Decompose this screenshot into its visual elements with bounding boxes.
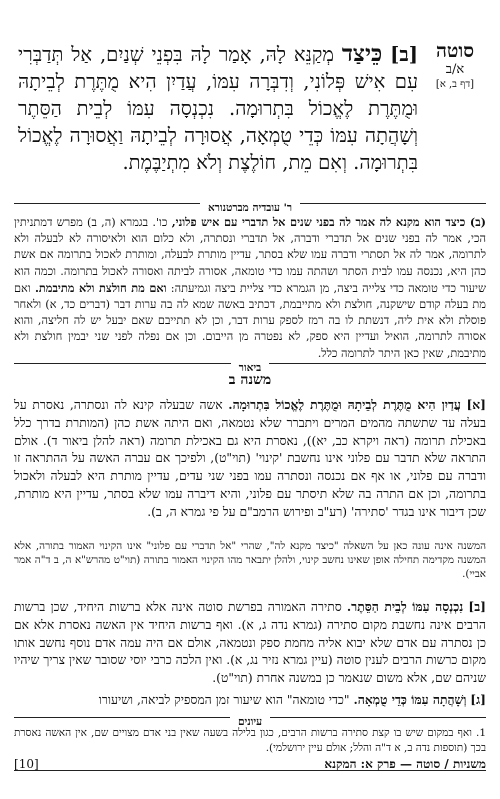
paragraph-text: סתירה האמורה בפרשת סוטה אינה אלא ברשות היחיד, שכן ברשות הרבים אינה נחשבת מקום סתירה (גמרא נדה ג, א). ואף ברשות היחיד אין האשה נאסרת אלא אם כן נסתרה עם אדם שלא יבוא אליה מחמת ספק ונטמאה, אולם אם היה עמה אדם נוסף נחשב אותו מקום כרשות הרבים לענין סוטה (עיין גמרא נזיר נג, א). ואין הלכה כרבי יוסי שסובר שאין צריך שיהיו שניהם שם, אלא משום שנאמר כן במשנה אחרת (תוי"ט). <box>13 600 486 686</box>
mishnah-heading: משנה ב <box>228 372 272 388</box>
paragraph-marker: [ג] <box>470 691 486 707</box>
paragraph-marker: [א] <box>466 397 487 412</box>
commentary-body: כו'. בגמרא (ה, ב) מפרש דמתניתין הכי, אמר לה בפני שנים אל תדברי ודברה, אל תדברי ונסתרה, ולא כלום הוא ולאיסורה לא לבעלה ולא לתרומה, אמר לה אל תסתרי ודברה עמו שלא בסתר, עדיין מותרת לבעלה, ומותרת לאכול בתרומה אם אשת כהן היא, נכנסה עמו לבית הסתר ושהתה עמו כדי טומאה, אסורה לביתה ואסורה לאכול בתרומה. וכמה הוא שיעור כדי טומאה כדי צלייה ביצה, מן הגמרא כדי צליית ביצה וגמיעתה: <box>14 216 486 295</box>
iyunim-notes <box>14 726 486 756</box>
commentary-title: ר' עובדיה מברטנורא <box>0 196 500 215</box>
iyunim-note: 1. ואף במקום שיש בו קצת סתירה ברשות הרבים, כגון בלילה בשעה שאין בני אדם מצויים שם, אין האשה נאסרת בכך (תוספות נדה ב, א ד"ה והלל; אולם עיין ירושלמי). <box>14 727 486 754</box>
inline-note: המשנה אינה עונה כאן על השאלה "כיצד מקנא לה", שהרי "אל תדברי עם פלוני" אינו הקינוי האמור בתורה, אלא המשנה מקדימה תחילה אופן שאינו נחשב קינוי, ולהלן יתבאר מהו הקינוי האמור בתורה (תוי"ט מהרש"א ה, ב ד"ה אמר אביי). <box>14 540 486 580</box>
page-number: [10] <box>14 757 39 771</box>
tractate-name: סוטה <box>435 40 475 62</box>
iyunim-title: עיונים <box>0 710 500 729</box>
commentary-lead: (ב) כיצד הוא מקנא לה אמר לה בפני שנים אל תדברי עם איש פלוני, <box>171 215 486 229</box>
paragraph-lead: עֲדַיִן הִיא מֻתֶּרֶת לְבֵיתָהּ וּמֻתֶּרֶת לֶאֱכוֹל בִּתְרוּמָה. <box>228 397 461 412</box>
paragraph-marker: [ב] <box>468 599 486 614</box>
explanation-cont <box>14 598 486 713</box>
paragraph-text: אשה שבעלה קינא לה ונסתרה, נאסרת על בעלה עד שתשתה מהמים המרים ויתברר שלא נטמאה, ואם היתה אשת כהן (המותרת בדרך כלל באכילת תרומה (ראה ויקרא כב, יא)), נאסרת היא גם באכילת תרומה (ראה להלן ביאור ד). אולם התראה שלא תדבר עם פלוני אינו נחשבת 'קינוי' (תוי"ט), ולפיכך אם עברה האשה על ההתראה זו ודברה עם פלוני, או אף אם נכנסה ונסתרה עמו בפני שני עדים, עדיין מותרת היא לבעלה ולאכול בתרומה, וכן אם התרה בה שלא תיסתר עם פלוני, והיא דיברה עמו שלא בסתר, עדיין היא מותרת, שכן דיבור אינו בגדר 'סתירה' (רע"ב ופירוש הרמב"ם על פי גמרא ה, ב). <box>14 398 486 519</box>
paragraph-lead: וְשָׁהֲתָה עִמּוֹ כְּדֵי טֻמְאָה. <box>353 691 467 707</box>
explanation-paragraph <box>14 598 486 688</box>
explanation <box>14 396 486 525</box>
explanation-paragraph <box>14 691 486 710</box>
chapter-mishnah-ref: א/ב <box>445 62 465 77</box>
commentary-lead-2: ואם מת חולצת ולא מתיבמת. <box>34 280 167 295</box>
mishnah-body: מְקַנֵּא לָהּ, אָמַר לָהּ בִּפְנֵי שְׁנַיִם, אַל תְּדַבְּרִי עִם אִישׁ פְּלוֹנִי, וְדִבְּרָה עִמּוֹ, עֲדַיִן הִיא מֻתֶּרֶת לְבֵיתָהּ וּמֻתֶּרֶת לֶאֱכוֹל בִּתְרוּמָה. נִכְנְסָה עִמּוֹ לְבֵית הַסֵּתֶר וְשָׁהֲתָה עִמּוֹ כְּדֵי טֻמְאָה, אֲסוּרָה לְבֵיתָהּ וַאֲסוּרָה לֶאֱכוֹל בִּתְרוּמָה. וְאִם מֵת, חוֹלֶצֶת וְלֹא מִתְיַבֶּמֶת. <box>18 43 418 174</box>
paragraph-lead: נִכְנְסָה עִמּוֹ לְבֵית הַסֵּתֶר. <box>346 599 464 614</box>
daf-ref: [דף ב, א] <box>435 79 475 90</box>
explanation-paragraph <box>14 396 486 522</box>
biur-title: ביאור <box>0 356 500 375</box>
mishnah-opening-word: כֵּיצַד <box>341 40 383 67</box>
running-header: משניות / סוטה — פרק א: המקנא <box>324 757 486 771</box>
mishnah-number: [ב] <box>390 43 418 66</box>
commentary-body-2: ואם מת בעלה קודם שישקנה, חולצת ולא מתייבמת, דכתיב באשה שמא לה בה ערות דבר (דברים כד, א) ולאחר פוסלת ולא אית ליה, דנשתת לו בה רמז לספק ערות דבר, וכן לא תתייבם שאם יבעל יש לה חליצה, והוא אסורה לתרומה, הואיל ועדיין היא ספק, לא נפטרה מן הייבום. וכן אם נפלה לפני שני יבמין חולצת ולא מתיבמת, שאין כאן היתר לתרומה כלל. <box>14 281 486 360</box>
page-footer <box>14 757 486 779</box>
page-header <box>424 40 486 91</box>
bartenura-commentary <box>14 214 486 362</box>
paragraph-text: "כדי טומאה" הוא שיעור זמן המספיק לביאה, ושיעורו <box>98 692 350 707</box>
mishnah-text <box>18 40 418 176</box>
